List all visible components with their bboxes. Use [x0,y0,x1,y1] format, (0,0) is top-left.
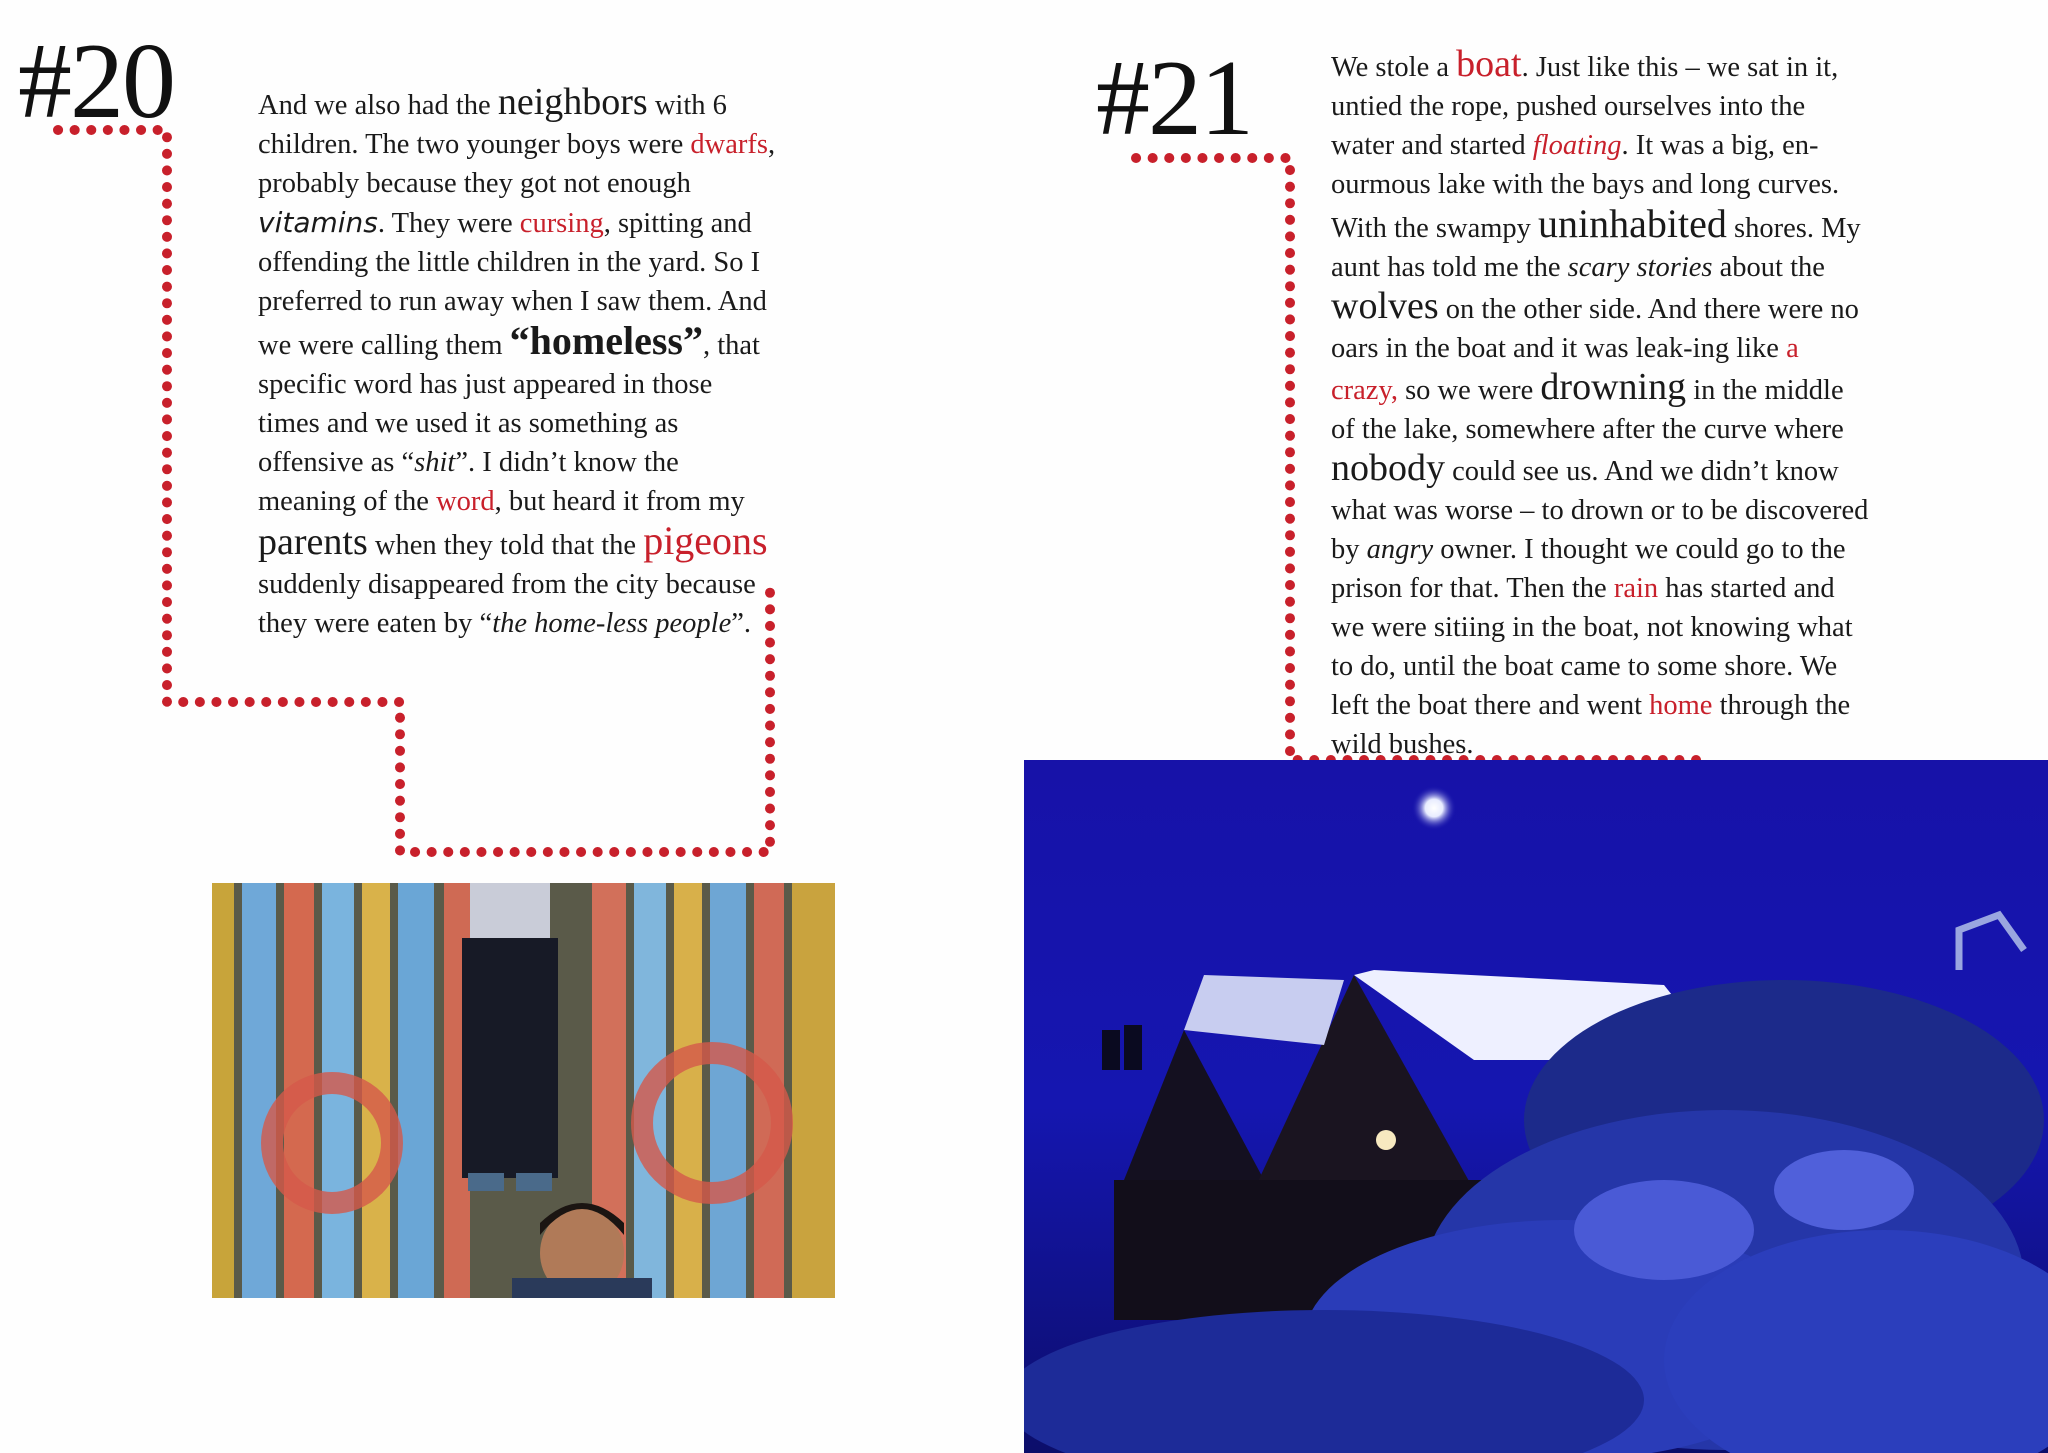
text-run: , spitting and offending the little children in the yard. So I preferred to run away when I saw them. And we were calling them [258,208,767,361]
text-run: could see us. And we didn’t know what was worse – to drown or to be discovered by [1331,456,1869,565]
word-boat: boat [1456,43,1522,85]
text-run: shores. My aunt has told me the [1331,213,1861,283]
moon [1412,786,1456,830]
text-run: owner. I thought we could go to the prison for that. Then the [1331,534,1846,604]
phrase-a-crazy: a crazy, [1331,333,1799,406]
text-run: And we also had the [258,90,498,121]
photo-kids-at-painted-fence [212,883,835,1298]
text-run: . It was a big, en-ourmous lake with the bays and long curves. With the swampy [1331,130,1840,244]
word-angry: angry [1366,534,1434,565]
word-neighbors: neighbors [497,81,648,123]
street-lamp [1376,1130,1396,1150]
word-homeless: “homeless” [509,318,703,363]
word-word: word [436,486,495,517]
night-scene-illustration [1024,760,2048,1453]
word-dwarfs: dwarfs [690,129,768,160]
photo-snowy-night-houses [1024,760,2048,1453]
text-run: , that specific word has just appeared in those times and we used it as something as offensive as “ [258,330,760,478]
word-parents: parents [258,521,368,563]
child-hanging [462,883,558,1191]
text-run: in the middle of the lake, somewhere after the curve where [1331,375,1844,445]
text-run: with 6 children. The two younger boys were [258,90,727,160]
word-cursing: cursing [519,208,604,239]
fence-illustration [212,883,835,1298]
text-run: , probably because they got not enough [258,129,776,199]
word-shit: shit [414,447,456,478]
text-run: when they told that the [367,530,644,561]
word-uninhabited: uninhabited [1538,201,1727,246]
text-run: through the wild bushes. [1331,690,1851,760]
page-number-20: #20 [18,22,174,141]
text-run: , but heard it from my [494,486,745,517]
page-number-21: #21 [1096,39,1252,158]
word-nobody: nobody [1331,447,1445,489]
phrase-scary-stories: scary stories [1567,252,1713,283]
word-wolves: wolves [1331,285,1439,327]
text-run: We stole a [1331,52,1457,83]
text-run: ”. [731,608,752,639]
text-run: . Just like this – we sat in it, untied the rope, pushed ourselves into the water and started [1331,52,1839,161]
word-floating: floating [1532,130,1622,161]
text-run: so we were [1397,375,1541,406]
word-home: home [1649,690,1713,721]
story-text-20 [258,83,778,643]
word-vitamins: vitamins [258,206,378,239]
text-run: about the [1712,252,1825,283]
text-run: suddenly disappeared from the city because they were eaten by “ [258,569,756,639]
text-run: ”. I didn’t know the meaning of the [258,447,679,517]
word-pigeons: pigeons [643,518,768,563]
story-text-21 [1331,45,1871,764]
word-drowning: drowning [1540,366,1687,408]
text-run: . They were [377,208,520,239]
phrase-the-homeless-people: the home-less people [492,608,732,639]
text-run: on the other side. And there were no oars in the boat and it was leak-ing like [1331,294,1859,364]
text-run: has started and we were sitiing in the boat, not knowing what to do, until the boat came to some shore. We left the boat there and went [1331,573,1853,721]
word-rain: rain [1613,573,1659,604]
